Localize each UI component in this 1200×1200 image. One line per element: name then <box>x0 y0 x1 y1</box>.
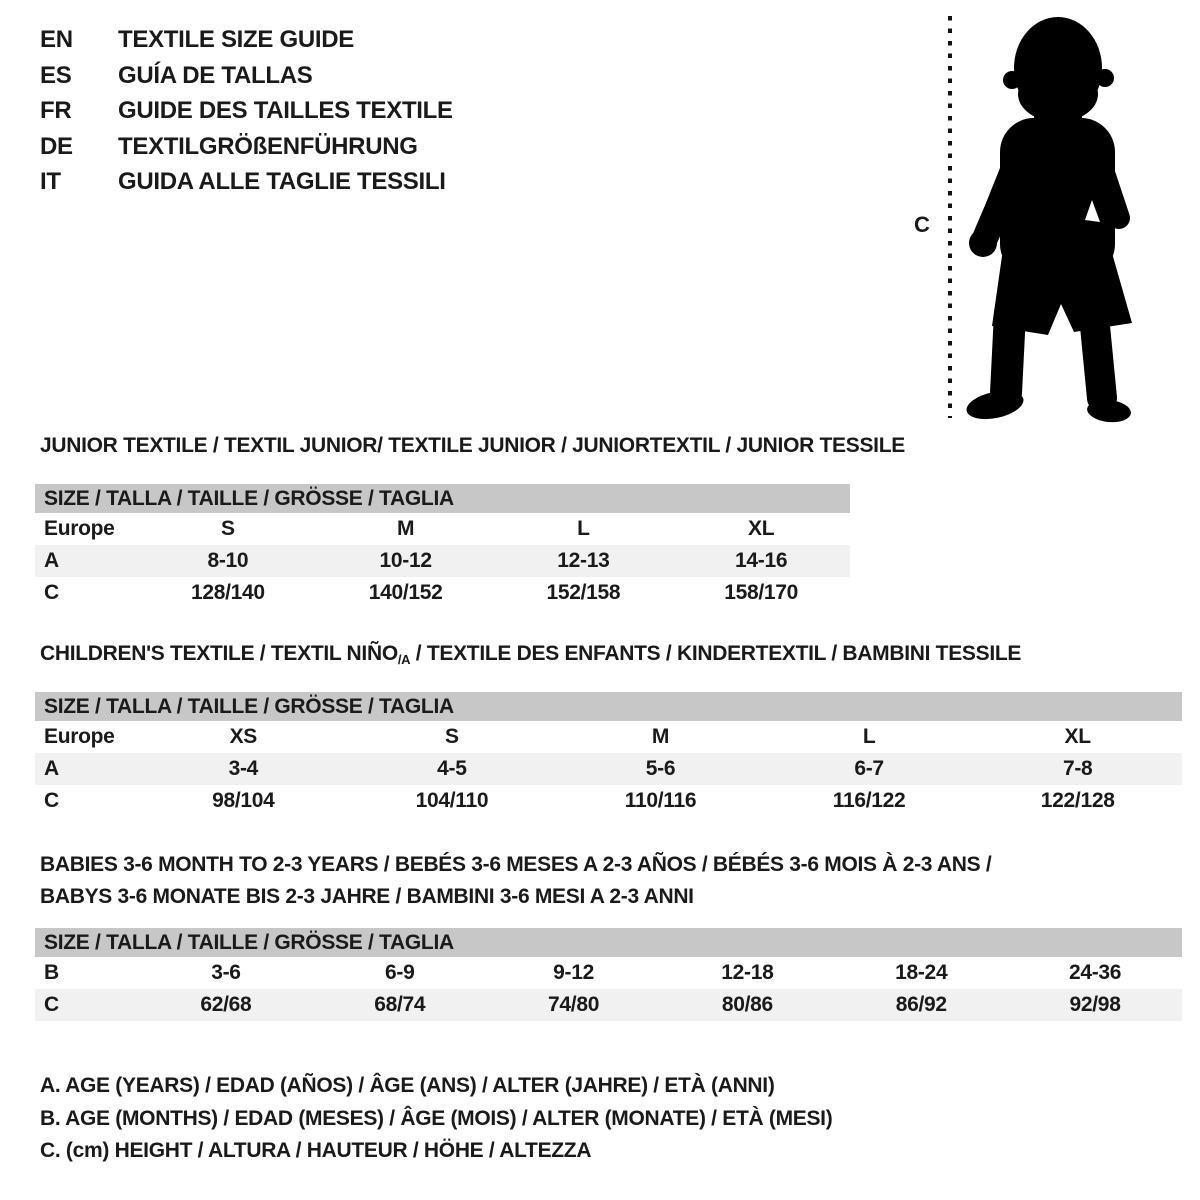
legend-line-b: B. AGE (MONTHS) / EDAD (MESES) / ÂGE (MOIS) / ALTER (MONATE) / ETÀ (MESI) <box>40 1106 833 1130</box>
row-label: Europe <box>44 725 115 748</box>
height-cell: 128/140 <box>190 581 265 604</box>
age-cell: 8-10 <box>207 549 249 572</box>
age-cell: 24-36 <box>1068 961 1122 984</box>
language-title-list <box>40 22 453 200</box>
age-cell: 7-8 <box>1062 757 1093 780</box>
row-label: C <box>44 581 59 604</box>
children-section-title <box>40 642 1021 666</box>
table-row-height <box>35 989 1182 1021</box>
guide-title-en: TEXTILE SIZE GUIDE <box>118 26 354 53</box>
babies-size-table <box>35 928 1182 1021</box>
height-cell: 140/152 <box>368 581 443 604</box>
height-dashed-line <box>946 16 954 418</box>
language-code: FR <box>40 97 72 124</box>
height-cell: 152/158 <box>546 581 621 604</box>
legend-line-a: A. AGE (YEARS) / EDAD (AÑOS) / ÂGE (ANS) / ALTER (JAHRE) / ETÀ (ANNI) <box>40 1074 775 1097</box>
age-cell: 9-12 <box>553 961 594 984</box>
babies-section-title <box>40 849 991 913</box>
row-label: A <box>44 757 59 780</box>
language-row-fr <box>40 93 453 129</box>
guide-title-it: GUIDA ALLE TAGLIE TESSILI <box>118 168 446 195</box>
legend-line-c: C. (cm) HEIGHT / ALTURA / HAUTEUR / HÖHE / ALTEZZA <box>40 1139 592 1162</box>
guide-title-fr: GUIDE DES TAILLES TEXTILE <box>118 97 453 124</box>
height-cell: 92/98 <box>1069 993 1121 1016</box>
language-row-it <box>40 164 453 200</box>
size-cell: M <box>651 725 670 748</box>
table-row-age-months <box>35 957 1182 989</box>
children-size-table <box>35 692 1182 817</box>
age-cell: 3-6 <box>211 961 241 984</box>
size-cell: S <box>221 517 235 540</box>
language-code: IT <box>40 168 61 195</box>
language-row-es <box>40 58 453 94</box>
height-cell: 80/86 <box>721 993 773 1016</box>
junior-size-table <box>35 484 850 609</box>
height-cell: 122/128 <box>1040 789 1115 812</box>
age-cell: 4-5 <box>437 757 467 780</box>
size-cell: XL <box>748 517 775 540</box>
age-cell: 12-13 <box>557 549 610 572</box>
measurement-legend <box>40 1070 832 1168</box>
age-cell: 18-24 <box>895 961 948 984</box>
row-label: C <box>44 789 59 812</box>
height-cell: 62/68 <box>200 993 252 1016</box>
row-label: A <box>44 549 59 572</box>
table-row-age <box>35 753 1182 785</box>
age-cell: 12-18 <box>721 961 774 984</box>
row-label: C <box>44 993 59 1016</box>
height-measure-label: C <box>914 212 930 237</box>
children-title-part: / TEXTILE DES ENFANTS / KINDERTEXTIL / BAMBINI TESSILE <box>410 642 1022 665</box>
guide-title-es: GUÍA DE TALLAS <box>118 61 313 89</box>
height-cell: 104/110 <box>415 789 489 812</box>
children-title-part: CHILDREN'S TEXTILE / TEXTIL NIÑO <box>40 642 398 665</box>
children-title-subscript: /A <box>397 652 411 667</box>
table-row-europe <box>35 513 850 545</box>
language-row-de <box>40 129 453 165</box>
babies-title-line2: BABYS 3-6 MONATE BIS 2-3 JAHRE / BAMBINI 3-6 MESI A 2-3 ANNI <box>40 885 694 908</box>
language-code: DE <box>40 132 73 160</box>
junior-section-title: JUNIOR TEXTILE / TEXTIL JUNIOR/ TEXTILE JUNIOR / JUNIORTEXTIL / JUNIOR TESSILE <box>40 434 905 457</box>
size-cell: M <box>397 517 415 540</box>
size-cell: S <box>445 725 459 748</box>
age-cell: 6-9 <box>385 961 415 984</box>
table-row-height <box>35 785 1182 817</box>
age-cell: 5-6 <box>645 757 676 780</box>
height-cell: 158/170 <box>724 581 799 604</box>
age-cell: 10-12 <box>379 549 432 572</box>
height-cell: 86/92 <box>895 993 947 1016</box>
size-cell: L <box>862 725 876 748</box>
size-cell: XS <box>229 725 257 748</box>
row-label: B <box>44 961 59 984</box>
toddler-silhouette-icon <box>962 8 1147 423</box>
language-row-en <box>40 22 453 58</box>
height-cell: 110/116 <box>624 789 697 812</box>
table-row-age <box>35 545 850 577</box>
row-label: Europe <box>44 517 115 540</box>
language-code: EN <box>40 26 73 53</box>
height-cell: 98/104 <box>212 789 275 812</box>
table-row-height <box>35 577 850 609</box>
age-cell: 14-16 <box>735 549 788 572</box>
babies-title-line1: BABIES 3-6 MONTH TO 2-3 YEARS / BEBÉS 3-6 MESES A 2-3 AÑOS / BÉBÉS 3-6 MOIS À 2-3 ANS / <box>40 853 992 876</box>
size-cell: L <box>577 517 590 540</box>
height-cell: 74/80 <box>548 993 600 1016</box>
size-table-header: SIZE / TALLA / TAILLE / GRÖSSE / TAGLIA <box>35 484 850 513</box>
guide-title-de: TEXTILGRÖßENFÜHRUNG <box>118 132 418 160</box>
size-table-header: SIZE / TALLA / TAILLE / GRÖSSE / TAGLIA <box>35 692 1182 721</box>
age-cell: 3-4 <box>228 757 259 780</box>
size-cell: XL <box>1064 725 1091 748</box>
age-cell: 6-7 <box>854 757 884 780</box>
language-code: ES <box>40 61 72 89</box>
height-cell: 116/122 <box>832 789 906 812</box>
height-cell: 68/74 <box>374 993 426 1016</box>
table-row-europe <box>35 721 1182 753</box>
size-table-header: SIZE / TALLA / TAILLE / GRÖSSE / TAGLIA <box>35 928 1182 957</box>
